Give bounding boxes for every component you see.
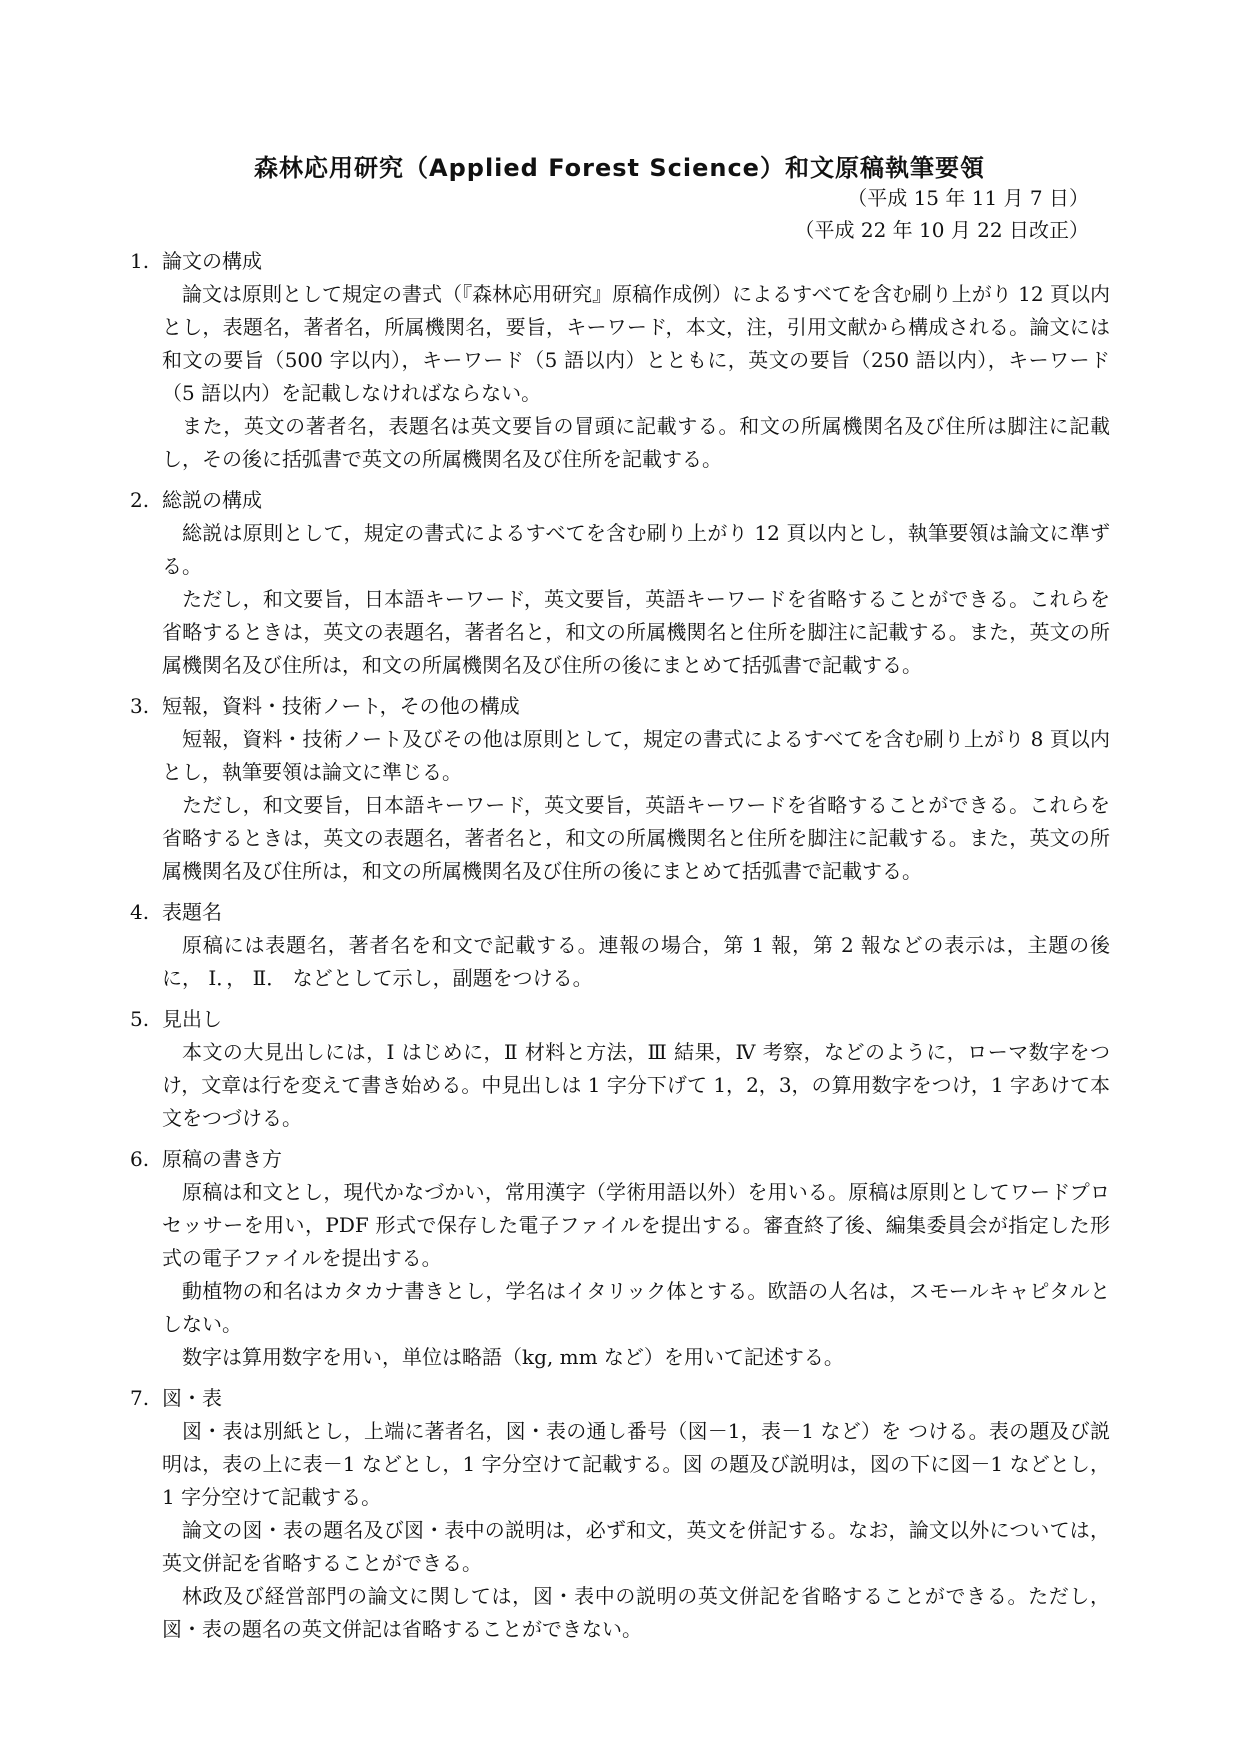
date-established: （平成 15 年 11 月 7 日） [847, 186, 1089, 210]
section-title: 表題名 [162, 900, 222, 924]
document-body [130, 245, 1110, 1654]
section-title: 図・表 [162, 1386, 222, 1410]
section-title: 総説の構成 [162, 488, 262, 512]
section-6 [130, 1143, 1110, 1374]
paragraph: 数字は算用数字を用い，単位は略語（kg, mm など）を用いて記述する。 [182, 1345, 844, 1369]
section-3 [130, 690, 1110, 888]
section-4 [130, 896, 1110, 995]
paragraph: 図・表は別紙とし，上端に著者名，図・表の通し番号（図－1，表－1 など）を つける。表の題及び説明は，表の上に表－1 などとし，1 字分空けて記載する。図 の題及び説明は，図の下に図－1 などとし，1 字分空けて記載する。 [162, 1419, 1110, 1509]
paragraph: 総説は原則として，規定の書式によるすべてを含む刷り上がり 12 頁以内とし，執筆要領は論文に準ずる。 [162, 521, 1110, 578]
paragraph: また，英文の著者名，表題名は英文要旨の冒頭に記載する。和文の所属機関名及び住所は脚注に記載し，その後に括弧書で英文の所属機関名及び住所を記載する。 [162, 414, 1110, 471]
section-number: 3. [130, 694, 150, 718]
section-heading [130, 1003, 1110, 1036]
section-2 [130, 484, 1110, 682]
section-1 [130, 245, 1110, 476]
date-revised: （平成 22 年 10 月 22 日改正） [794, 218, 1089, 242]
section-number: 5. [130, 1007, 150, 1031]
section-number: 4. [130, 900, 150, 924]
section-heading [130, 896, 1110, 929]
section-title: 短報，資料・技術ノート，その他の構成 [162, 694, 520, 718]
section-number: 1. [130, 249, 150, 273]
paragraph: 動植物の和名はカタカナ書きとし，学名はイタリック体とする。欧語の人名は，スモールキャピタルとしない。 [162, 1279, 1110, 1336]
section-title: 論文の構成 [162, 249, 262, 273]
section-number: 6. [130, 1147, 150, 1171]
paragraph: ただし，和文要旨，日本語キーワード，英文要旨，英語キーワードを省略することができる。これらを省略するときは，英文の表題名，著者名と，和文の所属機関名と住所を脚注に記載する。また，英文の所属機関名及び住所は，和文の所属機関名及び住所の後にまとめて括弧書で記載する。 [162, 587, 1110, 677]
paragraph: 論文の図・表の題名及び図・表中の説明は，必ず和文，英文を併記する。なお，論文以外については，英文併記を省略することができる。 [162, 1518, 1110, 1575]
section-heading [130, 245, 1110, 278]
document-title: 森林応用研究（Applied Forest Science）和文原稿執筆要領 [254, 154, 985, 182]
paragraph: 本文の大見出しには，Ⅰ はじめに，Ⅱ 材料と方法，Ⅲ 結果，Ⅳ 考察，などのように，ローマ数字をつけ，文章は行を変えて書き始める。中見出しは 1 字分下げて 1，2，3，の算用数字をつけ，1 字あけて本文をつづける。 [162, 1040, 1110, 1130]
section-heading [130, 484, 1110, 517]
paragraph: 原稿には表題名，著者名を和文で記載する。連報の場合，第 1 報，第 2 報などの表示は，主題の後に， Ⅰ．， Ⅱ． などとして示し，副題をつける。 [162, 933, 1110, 990]
section-title: 原稿の書き方 [162, 1147, 282, 1171]
section-heading [130, 1143, 1110, 1176]
section-7 [130, 1382, 1110, 1646]
section-number: 2. [130, 488, 150, 512]
paragraph: 林政及び経営部門の論文に関しては，図・表中の説明の英文併記を省略することができる。ただし，図・表の題名の英文併記は省略することができない。 [162, 1584, 1110, 1641]
section-heading [130, 690, 1110, 723]
paragraph: 論文は原則として規定の書式（『森林応用研究』原稿作成例）によるすべてを含む刷り上がり 12 頁以内とし，表題名，著者名，所属機関名，要旨，キーワード，本文，注，引用文献から構成される。論文には和文の要旨（500 字以内），キーワード（5 語以内）とともに，英文の要旨（250 語以内），キーワード（5 語以内）を記載しなければならない。 [162, 282, 1110, 405]
section-title: 見出し [162, 1007, 222, 1031]
date-block [795, 182, 1090, 246]
paragraph: 短報，資料・技術ノート及びその他は原則として，規定の書式によるすべてを含む刷り上がり 8 頁以内とし，執筆要領は論文に準じる。 [162, 727, 1110, 784]
section-number: 7. [130, 1386, 150, 1410]
section-5 [130, 1003, 1110, 1135]
paragraph: 原稿は和文とし，現代かなづかい，常用漢字（学術用語以外）を用いる。原稿は原則としてワードプロセッサーを用い，PDF 形式で保存した電子ファイルを提出する。審査終了後、編集委員会が指定した形式の電子ファイルを提出する。 [162, 1180, 1110, 1270]
paragraph: ただし，和文要旨，日本語キーワード，英文要旨，英語キーワードを省略することができる。これらを省略するときは，英文の表題名，著者名と，和文の所属機関名と住所を脚注に記載する。また，英文の所属機関名及び住所は，和文の所属機関名及び住所の後にまとめて括弧書で記載する。 [162, 793, 1110, 883]
section-heading [130, 1382, 1110, 1415]
